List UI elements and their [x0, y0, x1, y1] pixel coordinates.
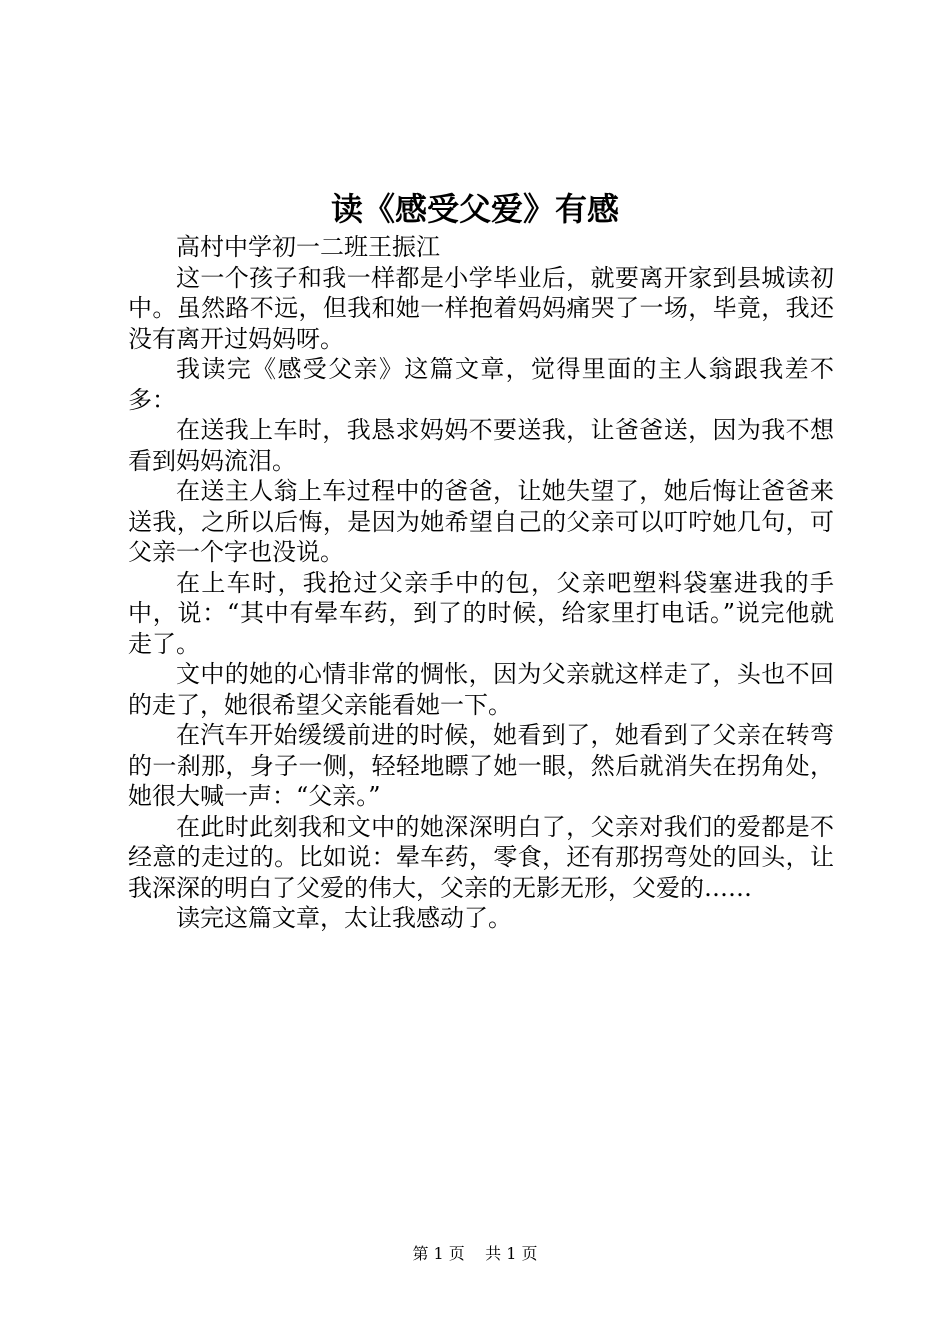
paragraph: 我读完《感受父亲》这篇文章，觉得里面的主人翁跟我差不多： [128, 355, 834, 414]
footer-separator [470, 1244, 480, 1263]
paragraph: 文中的她的心情非常的惆怅，因为父亲就这样走了，头也不回的走了，她很希望父亲能看她一下。 [128, 660, 834, 719]
paragraph: 在此时此刻我和文中的她深深明白了，父亲对我们的爱都是不经意的走过的。比如说：晕车药，零食，还有那拐弯处的回头，让我深深的明白了父爱的伟大，父亲的无影无形，父爱的…… [128, 812, 834, 902]
paragraph: 这一个孩子和我一样都是小学毕业后，就要离开家到县城读初中。虽然路不远，但我和她一样抱着妈妈痛哭了一场，毕竟，我还没有离开过妈妈呀。 [128, 263, 834, 353]
page-footer [0, 1243, 950, 1265]
paragraph: 在送主人翁上车过程中的爸爸，让她失望了，她后悔让爸爸来送我，之所以后悔，是因为她希望自己的父亲可以叮咛她几句，可父亲一个字也没说。 [128, 477, 834, 566]
paragraph: 在上车时，我抢过父亲手中的包，父亲吧塑料袋塞进我的手中，说：“其中有晕车药，到了的时候，给家里打电话。”说完他就走了。 [128, 568, 834, 658]
author-line: 高村中学初一二班王振江 [176, 233, 440, 261]
document-body [128, 232, 834, 934]
page-total: 共 1 页 [485, 1244, 538, 1263]
paragraph: 在送我上车时，我恳求妈妈不要送我，让爸爸送，因为我不想看到妈妈流泪。 [128, 416, 834, 475]
document-title: 读《感受父爱》有感 [330, 190, 619, 228]
page-number: 第 1 页 [412, 1244, 465, 1263]
paragraph: 读完这篇文章，太让我感动了。 [176, 904, 512, 932]
paragraph: 在汽车开始缓缓前进的时候，她看到了，她看到了父亲在转弯的一刹那，身子一侧，轻轻地瞟了她一眼，然后就消失在拐角处，她很大喊一声：“父亲。” [128, 721, 834, 810]
